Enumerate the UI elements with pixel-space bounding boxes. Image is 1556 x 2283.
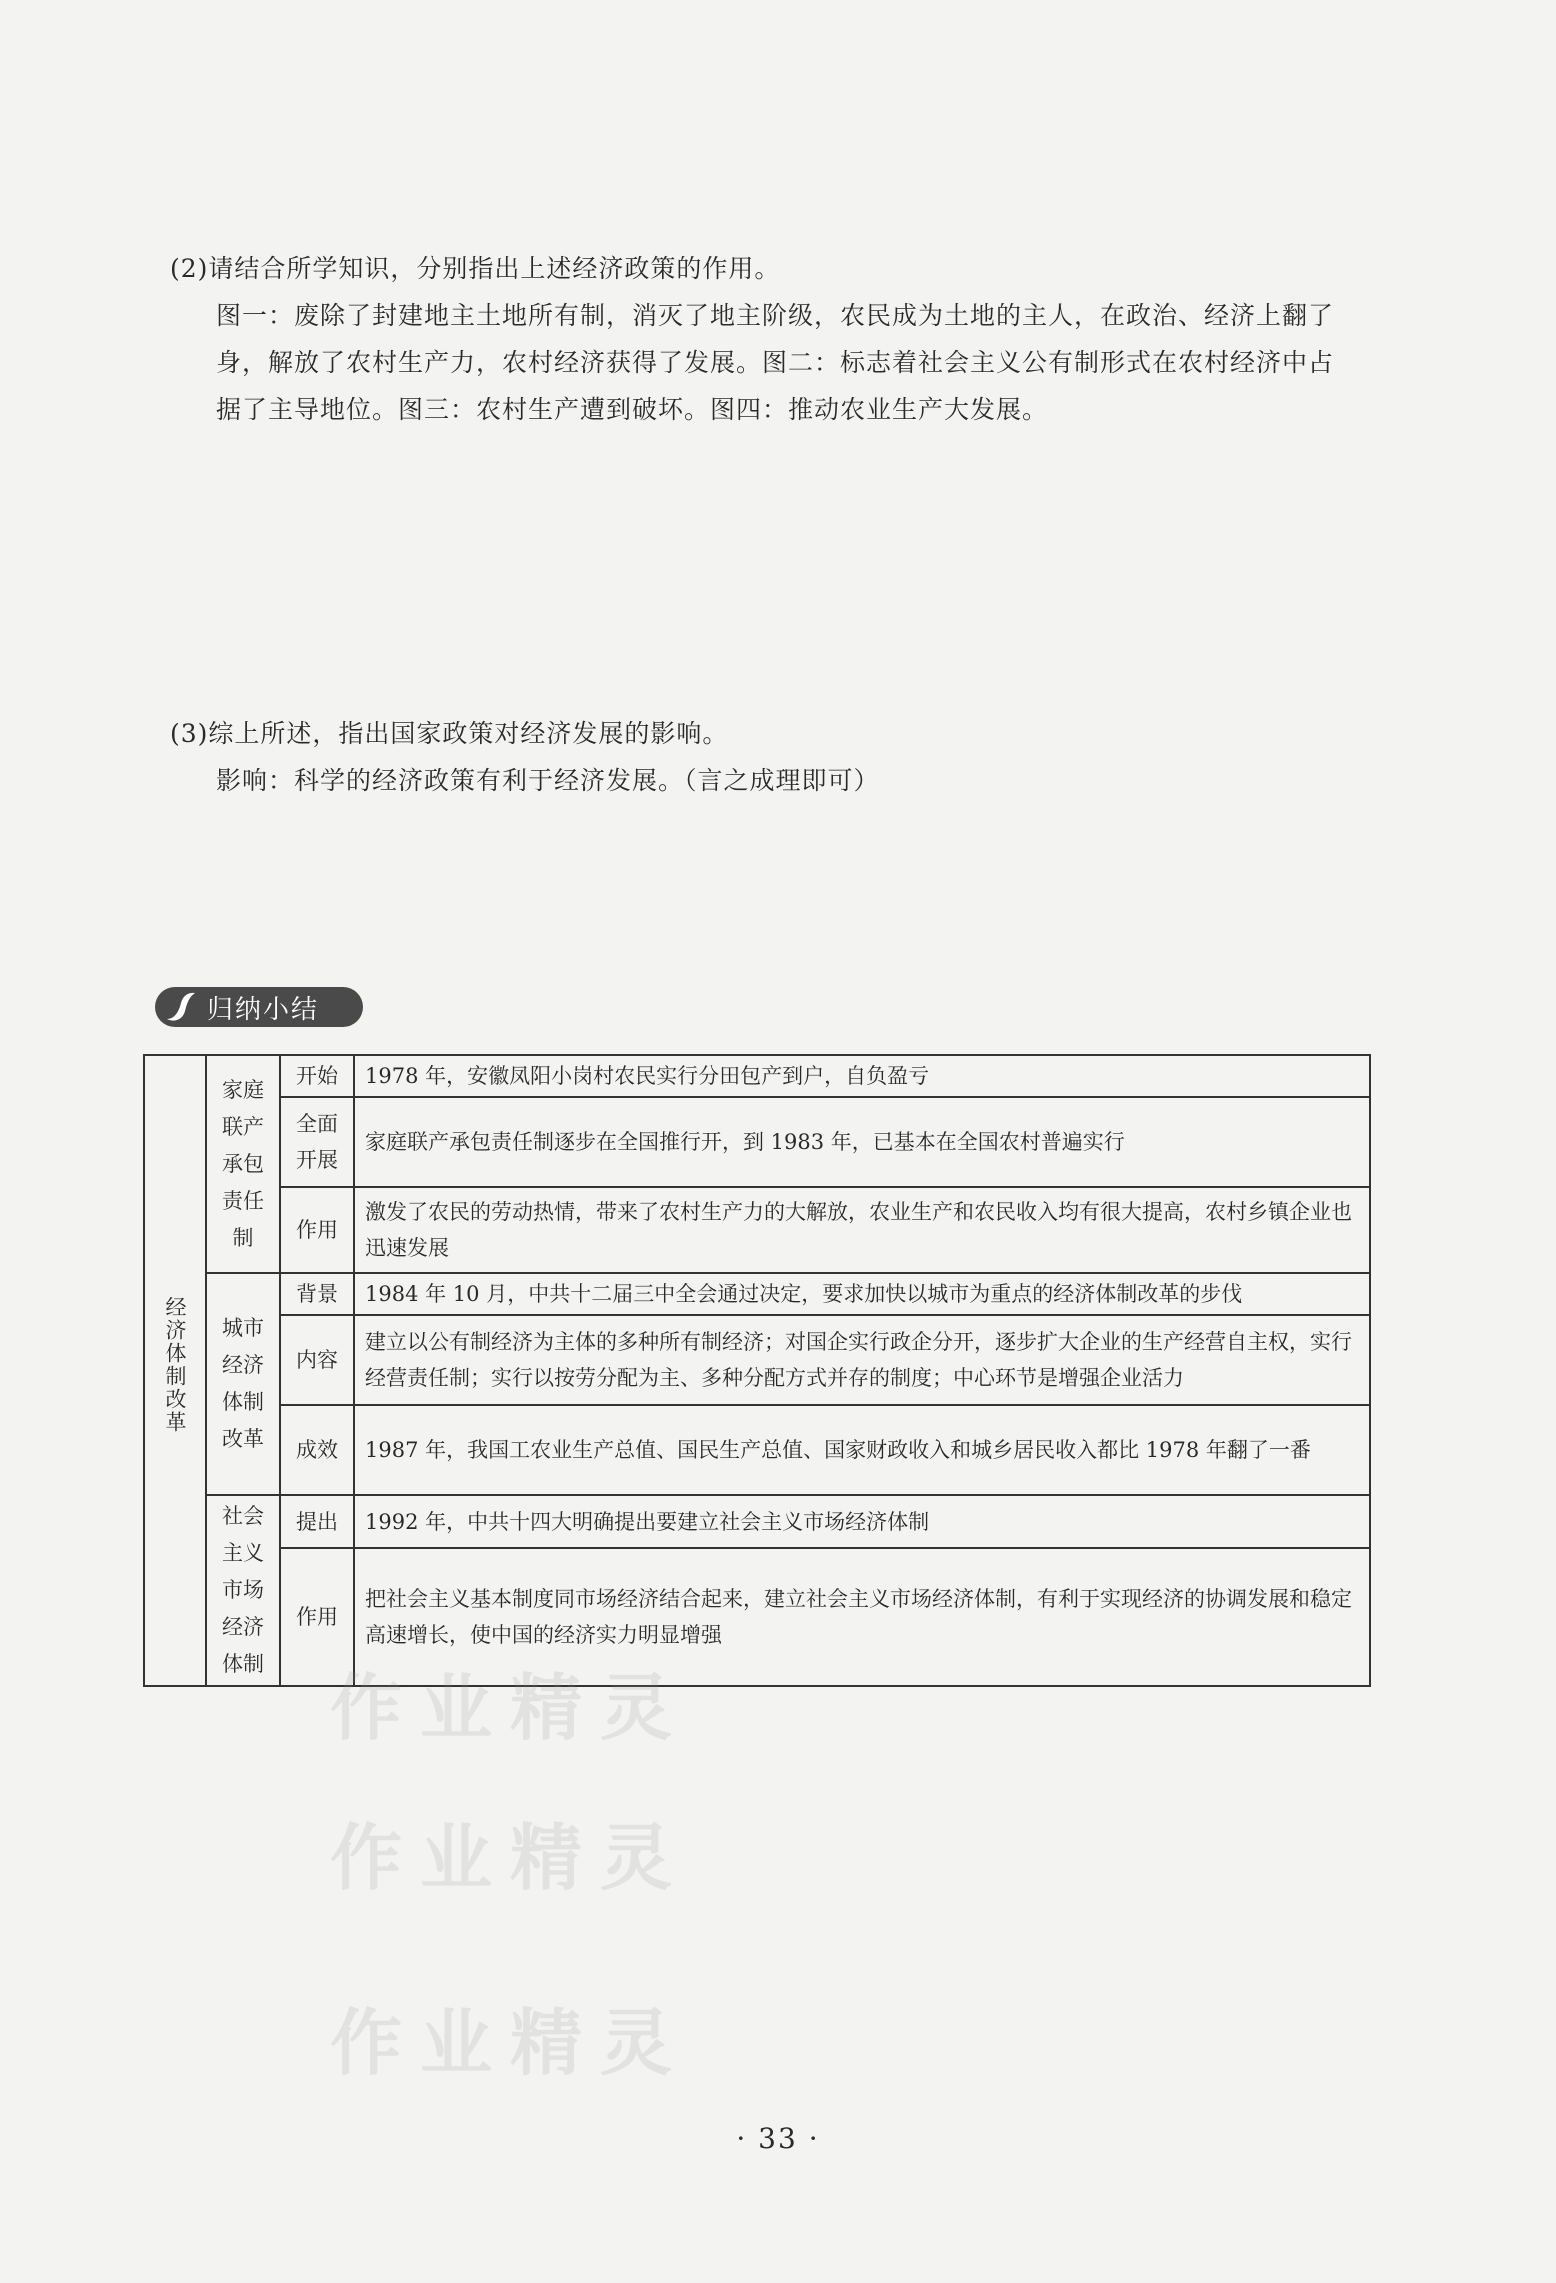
question-2-text: (2)请结合所学知识，分别指出上述经济政策的作用。 xyxy=(170,254,781,283)
table-row xyxy=(144,1405,1370,1495)
main-category-cell xyxy=(144,1055,206,1686)
row-key: 作用 xyxy=(280,1548,354,1686)
row-content: 家庭联产承包责任制逐步在全国推行开，到 1983 年，已基本在全国农村普遍实行 xyxy=(354,1097,1370,1187)
row-key: 开始 xyxy=(280,1055,354,1097)
table-row xyxy=(144,1495,1370,1548)
watermark: 作业精灵 xyxy=(330,1816,691,1900)
row-content: 激发了农民的劳动热情，带来了农村生产力的大解放，农业生产和农民收入均有很大提高，农村乡镇企业也迅速发展 xyxy=(354,1187,1370,1273)
table-row xyxy=(144,1055,1370,1097)
group-name-cell: 社会主义市场经济体制 xyxy=(206,1495,280,1686)
row-content: 1984 年 10 月，中共十二届三中全会通过决定，要求加快以城市为重点的经济体制改革的步伐 xyxy=(354,1273,1370,1315)
question-2 xyxy=(170,245,1376,433)
table-row xyxy=(144,1548,1370,1686)
main-category-label: 经济体制改革 xyxy=(163,1296,187,1434)
row-content: 1987 年，我国工农业生产总值、国民生产总值、国家财政收入和城乡居民收入都比 1978 年翻了一番 xyxy=(354,1405,1370,1495)
table-row xyxy=(144,1187,1370,1273)
answer-line: 图一：废除了封建地主土地所有制，消灭了地主阶级，农民成为土地的主人，在政治、经济上翻了 xyxy=(216,301,1335,330)
watermark: 作业精灵 xyxy=(330,2001,691,2085)
row-key: 背景 xyxy=(280,1273,354,1315)
row-content: 把社会主义基本制度同市场经济结合起来，建立社会主义市场经济体制，有利于实现经济的协调发展和稳定高速增长，使中国的经济实力明显增强 xyxy=(354,1548,1370,1686)
answer-line: 影响：科学的经济政策有利于经济发展。（言之成理即可） xyxy=(216,766,880,795)
watermark: 作业精灵 xyxy=(330,1666,691,1750)
row-key: 作用 xyxy=(280,1187,354,1273)
row-content: 1992 年，中共十四大明确提出要建立社会主义市场经济体制 xyxy=(354,1495,1370,1548)
question-3-answer xyxy=(170,757,1376,804)
page-number: · 33 · xyxy=(736,2122,820,2155)
row-key: 内容 xyxy=(280,1315,354,1405)
row-key: 全面 开展 xyxy=(280,1097,354,1187)
group-name-cell: 城市经济体制改革 xyxy=(206,1273,280,1495)
question-3 xyxy=(170,710,1376,804)
summary-table xyxy=(143,1054,1371,1687)
row-content: 1978 年，安徽凤阳小岗村农民实行分田包产到户，自负盈亏 xyxy=(354,1055,1370,1097)
question-2-answer xyxy=(170,292,1376,433)
banner-title: 归纳小结 xyxy=(207,994,320,1025)
row-content: 建立以公有制经济为主体的多种所有制经济；对国企实行政企分开，逐步扩大企业的生产经营自主权，实行经营责任制；实行以按劳分配为主、多种分配方式并存的制度；中心环节是增强企业活力 xyxy=(354,1315,1370,1405)
summary-banner xyxy=(155,987,363,1027)
answer-line: 据了主导地位。图三：农村生产遭到破坏。图四：推动农业生产大发展。 xyxy=(216,395,1049,424)
table-row xyxy=(144,1097,1370,1187)
row-key: 提出 xyxy=(280,1495,354,1548)
row-key: 成效 xyxy=(280,1405,354,1495)
swoosh-icon xyxy=(155,987,201,1027)
answer-line: 身，解放了农村生产力，农村经济获得了发展。图二：标志着社会主义公有制形式在农村经济中占 xyxy=(216,348,1335,377)
table-row xyxy=(144,1315,1370,1405)
group-name-cell: 家庭联产承包责任制 xyxy=(206,1055,280,1273)
question-3-text: (3)综上所述，指出国家政策对经济发展的影响。 xyxy=(170,719,729,748)
table-row xyxy=(144,1273,1370,1315)
